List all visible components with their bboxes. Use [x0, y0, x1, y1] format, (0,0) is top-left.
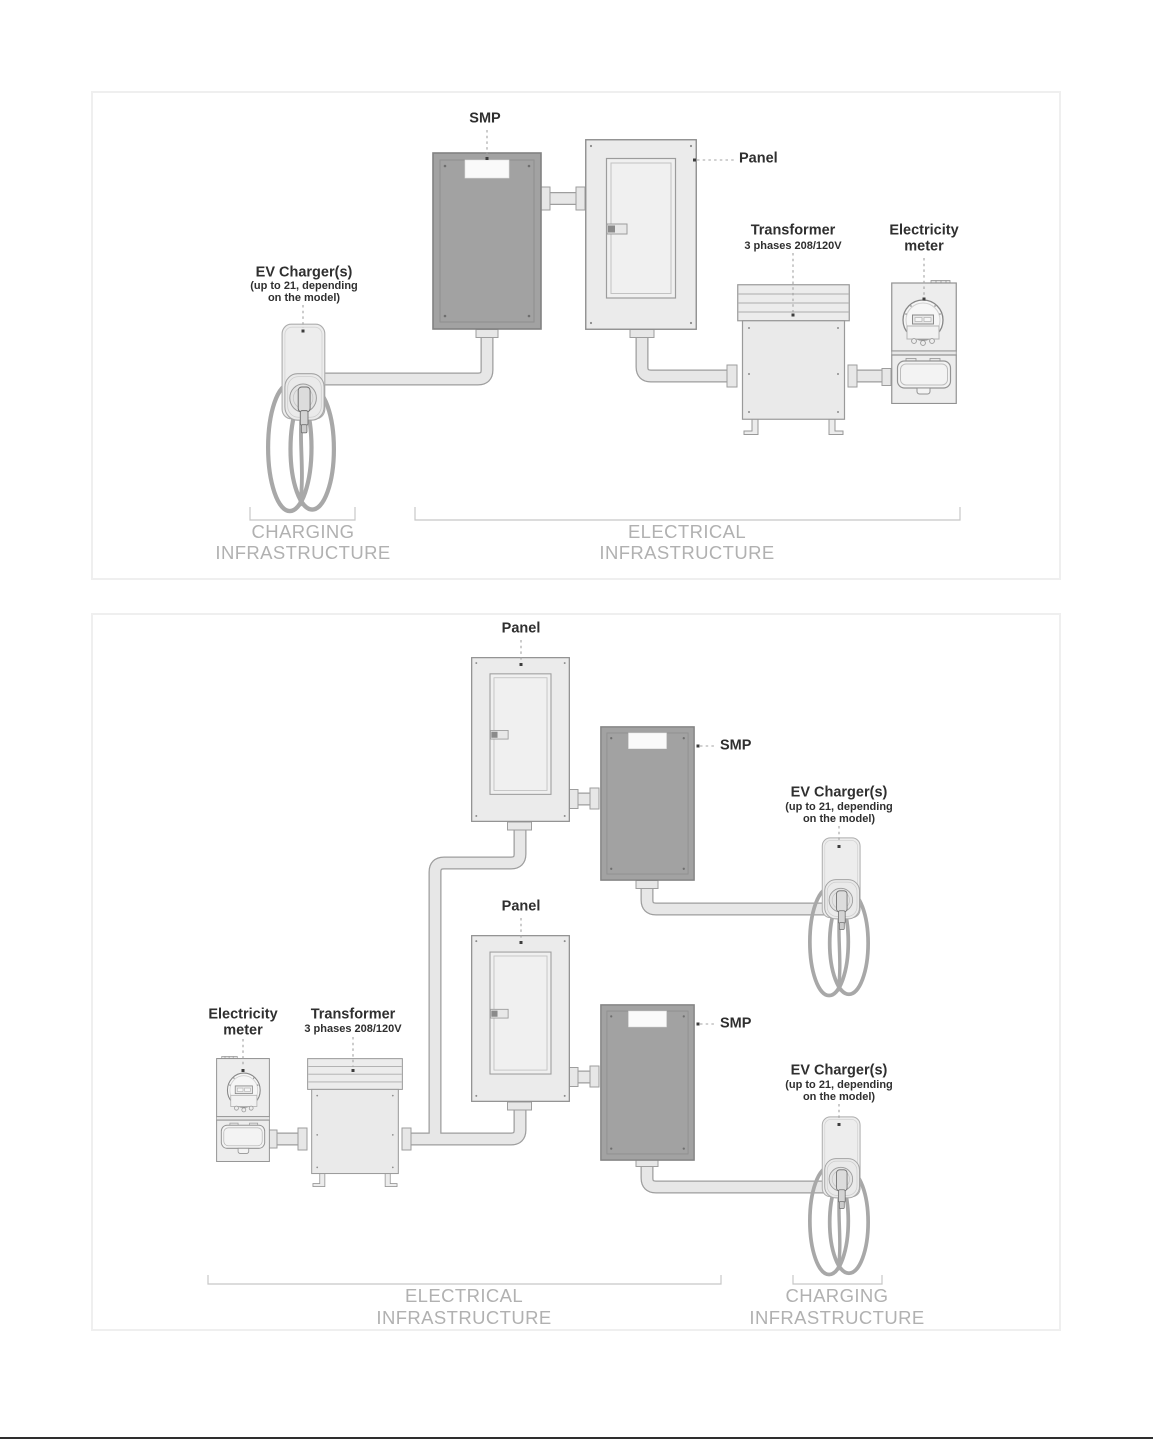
- section-label-electrical: ELECTRICAL: [404, 1285, 524, 1306]
- ev-charger-subtitle: (up to 21, depending: [785, 801, 893, 813]
- smp-unit: [601, 1005, 694, 1160]
- breaker-panel-unit: [586, 140, 697, 330]
- breaker-panel-unit: [472, 936, 570, 1102]
- smp-unit: [433, 153, 541, 329]
- electricity-meter-label: Electricity: [889, 222, 959, 239]
- ev-charger-subtitle: on the model): [802, 812, 876, 825]
- transformer-subtitle: 3 phases 208/120V: [304, 1023, 402, 1035]
- panel-label: Panel: [501, 620, 541, 637]
- smp-label: SMP: [720, 1015, 752, 1032]
- ev-charger-unit: [810, 1117, 868, 1275]
- section-label-charging: INFRASTRUCTURE: [215, 542, 391, 563]
- diagram-card-dual-smp: [91, 613, 1061, 1331]
- section-label-charging: CHARGING: [251, 521, 355, 542]
- smp-label: SMP: [469, 110, 501, 127]
- ev-charger-subtitle: (up to 21, depending: [785, 1079, 893, 1091]
- ev-charger-unit: [268, 324, 334, 511]
- section-label-charging: CHARGING: [785, 1285, 889, 1306]
- section-label-charging: INFRASTRUCTURE: [749, 1307, 925, 1328]
- panel-label: Panel: [739, 150, 778, 167]
- ev-charger-label: EV Charger(s): [255, 264, 353, 281]
- ev-charger-unit: [810, 838, 868, 996]
- transformer-unit: [738, 285, 850, 435]
- ev-charger-subtitle: on the model): [802, 1090, 876, 1103]
- page-bottom-rule: [0, 1437, 1153, 1439]
- section-label-electrical: INFRASTRUCTURE: [599, 542, 775, 563]
- transformer-unit: [308, 1059, 403, 1187]
- section-label-electrical: INFRASTRUCTURE: [376, 1307, 552, 1328]
- ev-charger-label: EV Charger(s): [790, 784, 888, 801]
- ev-charger-subtitle: on the model): [267, 291, 341, 304]
- ev-charger-subtitle: (up to 21, depending: [250, 280, 358, 292]
- electricity-meter-label: meter: [904, 238, 944, 255]
- smp-label: SMP: [720, 737, 752, 754]
- section-label-electrical: ELECTRICAL: [627, 521, 747, 542]
- transformer-label: Transformer: [750, 222, 836, 239]
- electricity-meter-unit: [217, 1056, 270, 1161]
- breaker-panel-unit: [472, 658, 570, 822]
- diagram-artwork-bottom: [93, 615, 1059, 1329]
- ev-charger-label: EV Charger(s): [790, 1062, 888, 1079]
- diagram-artwork-top: [93, 93, 1059, 578]
- transformer-label: Transformer: [310, 1006, 396, 1023]
- electricity-meter-label: meter: [223, 1022, 263, 1039]
- diagram-card-single-smp: [91, 91, 1061, 580]
- smp-unit: [601, 727, 694, 880]
- electricity-meter-label: Electricity: [208, 1006, 278, 1023]
- transformer-subtitle: 3 phases 208/120V: [744, 239, 842, 252]
- panel-label: Panel: [501, 898, 541, 915]
